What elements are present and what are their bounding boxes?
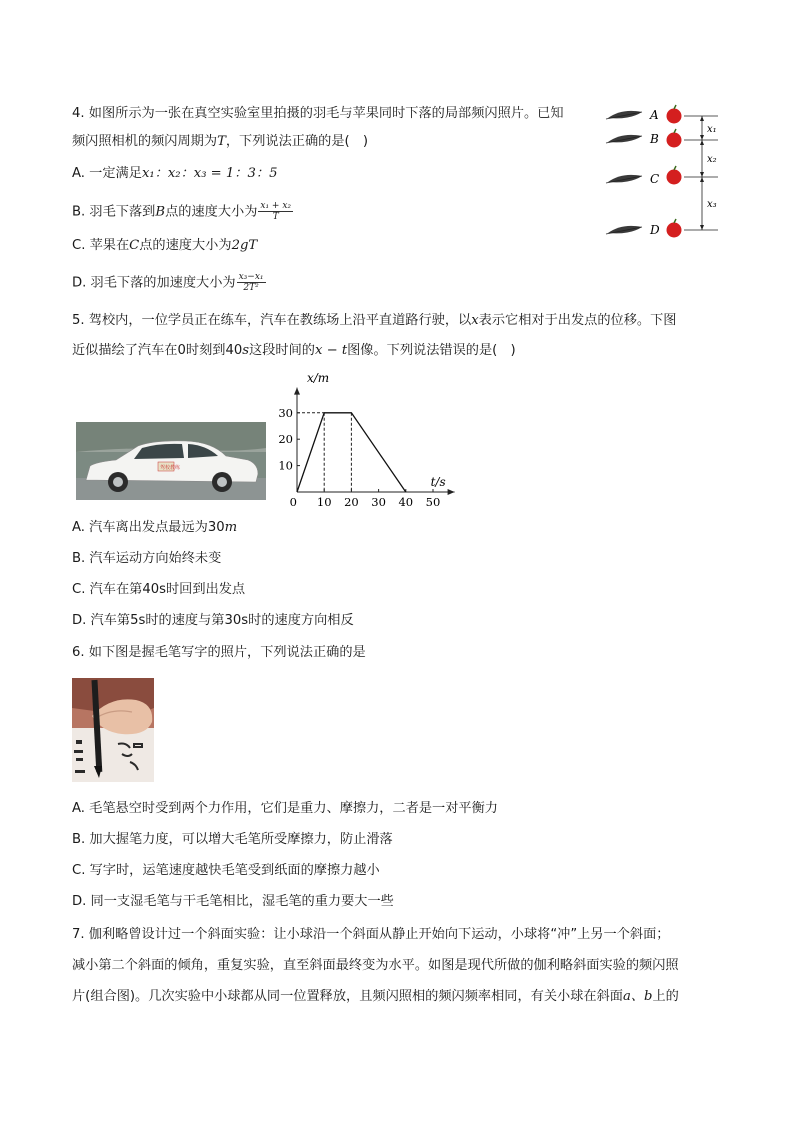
x-tick-label: 10: [316, 495, 332, 509]
q4-option-b-mid: 点的速度大小为: [165, 204, 258, 220]
y-tick-label: 30: [278, 405, 293, 420]
q5-stem-text-3: 近似描绘了汽车在0时刻到40: [72, 343, 243, 358]
feather-icon: [606, 111, 642, 119]
q4-option-c-formula: 2gT: [231, 238, 258, 253]
q5-displacement-symbol: x: [471, 313, 479, 328]
q7-slope-symbols: a、b: [622, 989, 653, 1004]
q4-option-b-fraction: [258, 201, 293, 222]
q5-option-d: D. 汽车第5s时的速度与第30s时的速度方向相反: [72, 613, 354, 628]
x-axis-label: t/s: [430, 475, 446, 489]
q4-option-a-formula: x₁：x₂：x₃ = 1：3：5: [141, 166, 278, 181]
feather-icon: [606, 226, 642, 234]
q7-line-1: 7. 伽利略曾设计过一个斜面实验：让小球沿一个斜面从静止开始向下运动，小球将“冲”上另一个斜面；: [72, 927, 670, 942]
q7-line-3-end: 上的: [652, 989, 679, 1004]
x-tick-label: 50: [425, 495, 441, 509]
q5-stem-line-1: [72, 311, 676, 331]
dim-x1-label: x₁: [707, 124, 717, 135]
q5-option-b: B. 汽车运动方向始终未变: [72, 551, 222, 566]
apple-icon: [667, 223, 682, 238]
y-tick-label: 20: [278, 432, 293, 447]
q6-stem: 6. 如下图是握毛笔写字的照片，下列说法正确的是: [72, 645, 366, 660]
x-tick-label: 30: [371, 495, 386, 509]
q4-period-symbol: T: [217, 134, 226, 149]
q4-option-c-var: C: [129, 238, 140, 253]
q4-option-b-var: B: [155, 204, 166, 220]
x-axis-arrow: [448, 489, 455, 495]
q5-option-a: [72, 518, 237, 538]
q6-option-a: A. 毛笔悬空时受到两个力作用，它们是重力、摩擦力，二者是一对平衡力: [72, 801, 498, 816]
q7-line-3-text: 片(组合图)。几次实验中小球都从同一位置释放，且频闪照相的频闪频率相同，有关小球在斜面: [72, 989, 623, 1004]
q5-option-a-text: A. 汽车离出发点最远为30: [72, 520, 225, 535]
point-b-label: B: [650, 132, 659, 146]
q5-unit-s: s: [242, 343, 250, 358]
q4-option-a-text: A. 一定满足: [72, 166, 142, 181]
q5-stem-text: 5. 驾校内，一位学员正在练车，汽车在教练场上沿平直道路行驶，以: [72, 313, 472, 328]
q4-option-d: [72, 272, 266, 294]
q5-option-a-unit: m: [224, 520, 238, 535]
q4-option-c-mid: 点的速度大小为: [139, 238, 232, 253]
q4-option-b-text: B. 羽毛下落到: [72, 204, 156, 220]
q5-stem-text-2: 表示它相对于出发点的位移。下图: [478, 313, 677, 328]
q7-line-2: 减小第二个斜面的倾角，重复实验，直至斜面最终变为水平。如图是现代所做的伽利略斜面实验的频闪照: [72, 958, 679, 973]
apple-icon: [667, 170, 682, 185]
q4-stem-line-1: 4. 如图所示为一张在真空实验室里拍摄的羽毛与苹果同时下落的局部频闪照片。已知: [72, 106, 564, 121]
q4-option-a: [72, 164, 277, 184]
point-d-label: D: [650, 223, 660, 237]
q6-option-d: D. 同一支湿毛笔与干毛笔相比，湿毛笔的重力要大一些: [72, 894, 394, 909]
car-door-plate: 驾校教练: [160, 465, 181, 471]
y-axis-label: x/m: [307, 371, 330, 385]
q5-option-c: C. 汽车在第40s时回到出发点: [72, 582, 246, 597]
dim-x2-label: x₂: [707, 154, 717, 165]
writing-brush-photo: [72, 678, 154, 782]
q5-stem-question: 图像。下列说法错误的是( ): [347, 343, 516, 358]
q5-xt-symbol: x − t: [314, 343, 348, 358]
y-axis-arrow: [294, 388, 300, 395]
feather-icon: [606, 175, 642, 183]
q5-stem-text-4: 这段时间的: [249, 343, 315, 358]
x-tick-label: 40: [398, 495, 414, 509]
q4-option-d-denominator: 2T²: [243, 283, 259, 293]
point-c-label: C: [650, 172, 660, 186]
q4-option-b-denominator: T: [272, 212, 279, 222]
q4-option-d-text: D. 羽毛下落的加速度大小为: [72, 275, 236, 291]
q4-stem-line-2: [72, 132, 368, 152]
feather-icon: [606, 135, 642, 143]
q4-option-b: [72, 201, 293, 223]
x-tick-label: 20: [344, 495, 359, 509]
q4-option-d-fraction: [237, 272, 266, 293]
q5-xt-chart: [275, 366, 495, 510]
q6-option-c: C. 写字时，运笔速度越快毛笔受到纸面的摩擦力越小: [72, 863, 380, 878]
q4-option-d-numerator: x₃−x₁: [238, 272, 264, 282]
q5-stem-line-2: [72, 341, 516, 361]
apple-icon: [667, 133, 682, 148]
q4-option-c-text: C. 苹果在: [72, 238, 130, 253]
q4-stem-text: 频闪照相机的频闪周期为: [72, 134, 218, 149]
driving-school-car-photo: [76, 422, 266, 500]
dim-x3-label: x₃: [707, 199, 717, 210]
y-tick-label: 10: [278, 458, 293, 473]
q7-line-3: [72, 987, 679, 1007]
apple-icon: [667, 109, 682, 124]
point-a-label: A: [650, 108, 659, 122]
q4-option-b-numerator: x₁ + x₂: [260, 201, 292, 211]
q4-feather-apple-figure: [600, 100, 730, 242]
q4-option-c: [72, 236, 257, 256]
x-tick-label: 0: [289, 495, 297, 509]
q4-stem-question: ，下列说法正确的是( ): [225, 134, 369, 149]
q6-option-b: B. 加大握笔力度，可以增大毛笔所受摩擦力，防止滑落: [72, 832, 393, 847]
